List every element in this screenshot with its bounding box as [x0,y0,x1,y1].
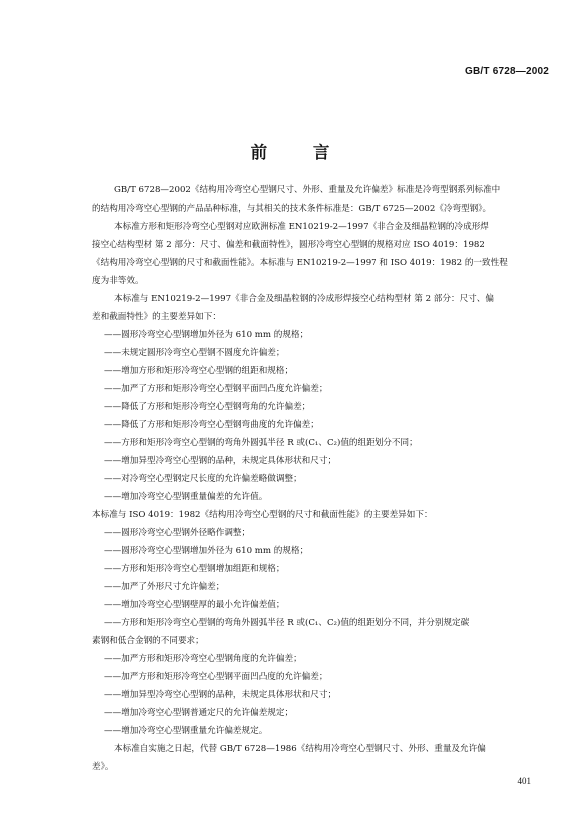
text-line: 的结构用冷弯空心型钢的产品品种标准，与其相关的技术条件标准是：GB/T 6725—2002《冷弯型钢》。 [92,204,492,214]
list-item: ——方形和矩形冷弯空心型钢的弯角外圆弧半径 R 或(C₁、C₂)值的组距划分不同，并分别规定碳 [104,618,470,628]
list-item: ——降低了方形和矩形冷弯空心型钢弯曲度的允许偏差； [104,420,319,430]
list-item: ——方形和矩形冷弯空心型钢的弯角外圆弧半径 R 或(C₁、C₂)值的组距划分不同； [104,438,418,448]
list-item: ——圆形冷弯空心型钢增加外径为 610 mm 的规格； [104,330,309,340]
text-line: 《结构用冷弯空心型钢的尺寸和截面性能》。本标准与 EN10219-2—1997 和 ISO 4019：1982 的一致性程 [92,258,508,268]
list-item: ——圆形冷弯空心型钢外径略作调整； [104,528,251,538]
text-line: 差》。 [92,762,114,772]
list-item: ——增加冷弯空心型钢重量允许偏差规定。 [104,726,268,736]
list-item: ——增加冷弯空心型钢普通定尺的允许偏差规定； [104,708,294,718]
list-item: ——降低了方形和矩形冷弯空心型钢弯角的允许偏差； [104,402,311,412]
text-line: 本标准与 ISO 4019：1982《结构用冷弯空心型钢的尺寸和截面性能》的主要差异如下： [92,510,433,520]
text-line: 度为非等效。 [92,276,144,286]
text-line: 本标准方形和矩形冷弯空心型钢对应欧洲标准 EN10219-2—1997《非合金及细晶粒钢的冷成形焊 [114,222,489,232]
text-line: 素钢和低合金钢的不同要求； [92,636,204,646]
text-line: 本标准自实施之日起，代替 GB/T 6728—1986《结构用冷弯空心型钢尺寸、外形、重量及允许偏 [114,744,486,754]
list-item: ——加严方形和矩形冷弯空心型钢角度的允许偏差； [104,654,302,664]
list-item: ——增加异型冷弯空心型钢的品种，未规定具体形状和尺寸； [104,690,337,700]
list-item: ——圆形冷弯空心型钢增加外径为 610 mm 的规格； [104,546,309,556]
text-line: 接空心结构型材 第 2 部分：尺寸、偏差和截面特性》，圆形冷弯空心型钢的规格对应 ISO 4019：1982 [92,240,485,250]
list-item: ——增加方形和矩形冷弯空心型钢的组距和规格； [104,366,294,376]
list-item: ——对冷弯空心型钢定尺长度的允许偏差略做调整； [104,474,302,484]
list-item: ——增加冷弯空心型钢壁厚的最小允许偏差值； [104,600,285,610]
list-item: ——未规定圆形冷弯空心型钢不圆度允许偏差； [104,348,285,358]
list-item: ——加严了方形和矩形冷弯空心型钢平面凹凸度允许偏差； [104,384,328,394]
text-line: 本标准与 EN10219-2—1997《非合金及细晶粒钢的冷成形焊接空心结构型材 第 2 部分：尺寸、偏 [114,294,494,304]
text-line: GB/T 6728—2002《结构用冷弯空心型钢尺寸、外形、重量及允许偏差》标准是冷弯型钢系列标准中 [114,185,501,195]
page-number: 401 [517,776,531,786]
list-item: ——增加冷弯空心型钢重量偏差的允许值。 [104,492,268,502]
text-line: 差和截面特性》的主要差异如下： [92,312,221,322]
list-item: ——加严了外形尺寸允许偏差； [104,582,225,592]
page-title: 前 言 [250,143,350,162]
standard-code: GB/T 6728—2002 [465,66,549,77]
list-item: ——方形和矩形冷弯空心型钢增加组距和规格； [104,564,285,574]
list-item: ——增加异型冷弯空心型钢的品种，未规定具体形状和尺寸； [104,456,337,466]
list-item: ——加严方形和矩形冷弯空心型钢平面凹凸度的允许偏差； [104,672,328,682]
